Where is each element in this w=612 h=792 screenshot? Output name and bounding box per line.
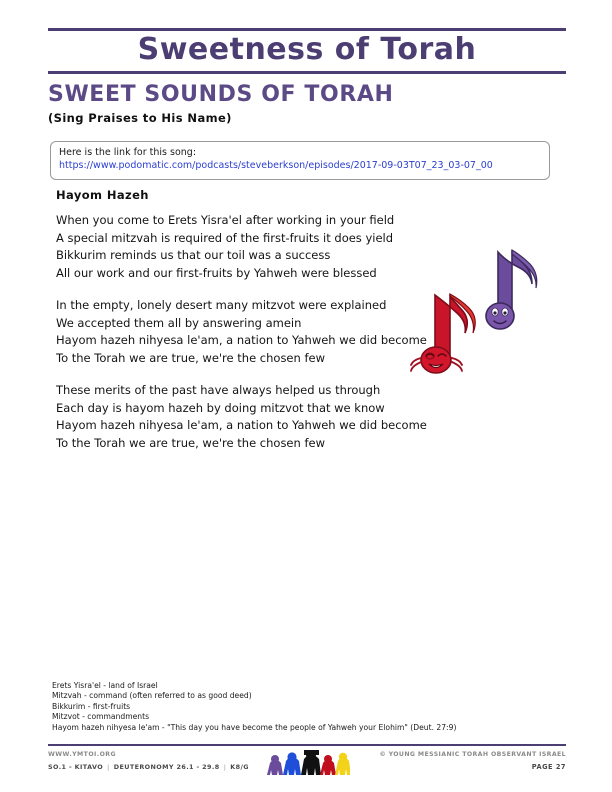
lyric-line: When you come to Erets Yisra'el after working in your field bbox=[56, 213, 395, 227]
glossary-line: Bikkurim - first-fruits bbox=[52, 701, 131, 711]
footer-ref-scripture: DEUTERONOMY 26.1 - 29.8 bbox=[113, 763, 220, 771]
footer-ref-grade: K8/G bbox=[230, 763, 249, 771]
section-title: SWEET SOUNDS OF TORAH bbox=[48, 82, 394, 107]
lyric-line: To the Torah we are true, we're the chosen few bbox=[56, 350, 325, 365]
document-footer bbox=[48, 751, 566, 789]
logo-figures-icon bbox=[267, 750, 350, 775]
footer-divider: | bbox=[223, 763, 227, 771]
footer-copyright: © YOUNG MESSIANIC TORAH OBSERVANT ISRAEL bbox=[379, 751, 566, 758]
lyric-line: A special mitzvah is required of the first-fruits it does yield bbox=[56, 230, 394, 245]
lyric-line: All our work and our first-fruits by Yahweh were blessed bbox=[56, 265, 377, 280]
page-title: Sweetness of Torah bbox=[137, 32, 477, 67]
glossary-line: Hayom hazeh nihyesa le'am - "This day you have become the people of Yahweh your Elohim" (Deut. 27:9) bbox=[52, 722, 457, 732]
footer-website: WWW.YMTOI.ORG bbox=[48, 751, 117, 758]
red-eighth-note-icon bbox=[411, 294, 475, 373]
footer-divider: | bbox=[107, 763, 110, 771]
verse bbox=[56, 212, 436, 282]
song-title: Hayom Hazeh bbox=[56, 188, 149, 202]
lyric-line: These merits of the past have always helped us through bbox=[56, 383, 381, 397]
glossary-line: Mitzvah - command (often referred to as good deed) bbox=[52, 691, 252, 701]
footer-page-number: PAGE 27 bbox=[531, 763, 566, 771]
document-header bbox=[48, 28, 566, 74]
footer-rule bbox=[48, 744, 566, 746]
glossary-line: Mitzvot - commandments bbox=[52, 712, 150, 722]
lyric-line: In the empty, lonely desert many mitzvot were explained bbox=[56, 298, 387, 312]
verse bbox=[56, 382, 436, 452]
lyric-line: To the Torah we are true, we're the chosen few bbox=[56, 435, 325, 450]
footer-ref-code: SO.1 - KITAVO bbox=[48, 763, 104, 771]
lyric-line: Each day is hayom hazeh by doing mitzvot that we know bbox=[56, 400, 385, 415]
link-intro-text: Here is the link for this song: bbox=[59, 147, 197, 158]
section-subtitle: (Sing Praises to His Name) bbox=[48, 111, 232, 125]
lyrics-container bbox=[56, 212, 436, 452]
glossary-notes bbox=[52, 681, 562, 733]
organization-logo bbox=[266, 749, 350, 785]
podcast-link[interactable]: https://www.podomatic.com/podcasts/steveberkson/episodes/2017-09-03T07_23_03-07_00 bbox=[59, 159, 493, 171]
footer-right-block bbox=[379, 751, 566, 771]
verse bbox=[56, 297, 436, 367]
glossary-line: Erets Yisra'el - land of Israel bbox=[52, 681, 158, 690]
lyric-line: We accepted them all by answering amein bbox=[56, 315, 302, 330]
lyric-line: Hayom hazeh nihyesa le'am, a nation to Yahweh we did become bbox=[56, 418, 427, 432]
footer-left-block bbox=[48, 751, 249, 771]
lyric-line: Hayom hazeh nihyesa le'am, a nation to Yahweh we did become bbox=[56, 333, 427, 347]
header-rule-bottom bbox=[48, 71, 566, 74]
purple-eighth-note-icon bbox=[486, 250, 537, 329]
footer-reference bbox=[48, 763, 249, 771]
link-callout-box bbox=[50, 141, 550, 180]
music-notes-illustration bbox=[408, 248, 538, 388]
lyric-line: Bikkurim reminds us that our toil was a success bbox=[56, 248, 331, 262]
